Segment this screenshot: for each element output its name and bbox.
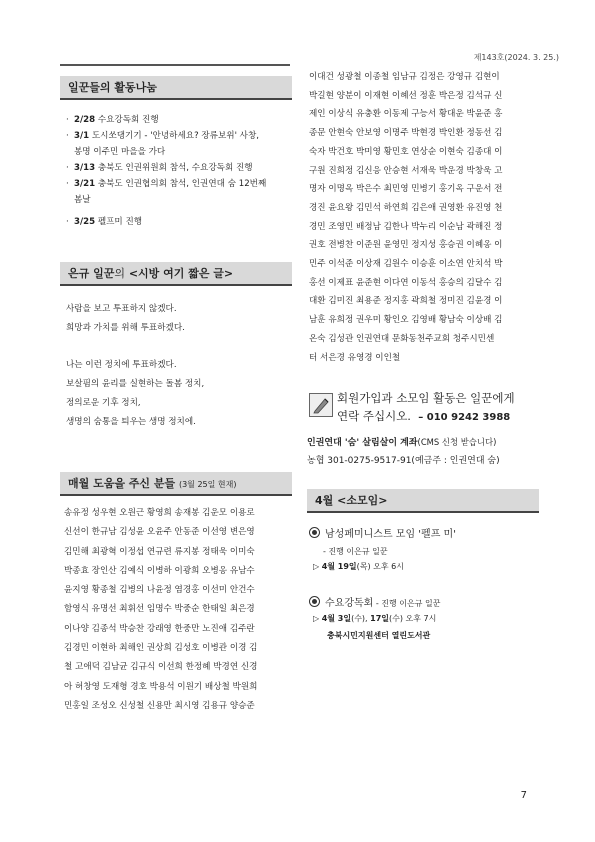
donor-line: 대환 김미진 최용준 정지홍 곽희철 정미진 김윤경 이 (309, 296, 503, 307)
donor-line: 구원 진희정 김신응 안승현 서재욱 박운경 박창욱 고 (309, 165, 503, 176)
bullet-mark: · (66, 115, 69, 125)
meeting-schedule (313, 561, 539, 572)
quote-line: 보살핌의 윤리를 실현하는 돌봄 정치, (66, 379, 205, 389)
donor-line: 온숙 김성관 인권연대 문화동천주교회 청주시민센 (309, 333, 495, 344)
quote-author: 은규 일꾼 (68, 267, 115, 280)
donor-line: 경민 조영민 배정남 김한나 박누리 이순남 곽해진 정 (309, 221, 503, 232)
activities-list (60, 112, 292, 230)
meeting-item-felp-me (309, 525, 539, 540)
donor-line: 경진 윤요왕 김민석 하연희 김은애 권영환 유진영 천 (309, 202, 503, 213)
quote-heading (60, 262, 292, 286)
donor-names-left (64, 504, 288, 716)
quote-line: 정의로운 기후 정치, (66, 398, 141, 408)
meeting-name: 수요강독회 (325, 598, 374, 610)
donor-line: 터 서은경 유영경 이인철 (309, 352, 401, 363)
donors-title: 매월 도움을 주신 분들 (68, 477, 176, 490)
meeting-leader: - 진행 이은규 일꾼 (323, 547, 388, 557)
donor-line: 권호 전병찬 이준원 윤영민 정지성 홍승권 이혜옹 이 (309, 240, 503, 251)
activity-item (66, 176, 292, 208)
activity-date: 3/13 (74, 163, 96, 173)
contact-box (307, 389, 539, 479)
left-column (60, 76, 292, 716)
meeting-schedule (313, 613, 539, 624)
quote-line: 나는 이런 정치에 투표하겠다. (66, 360, 177, 370)
activity-date: 3/1 (74, 131, 90, 141)
meetings-title: 4월 <소모임> (315, 494, 388, 508)
activity-item (66, 128, 292, 160)
pencil-icon (309, 393, 333, 417)
donor-line: 이대건 성광철 이종철 임남규 김정은 강영규 김현이 (309, 72, 500, 82)
triangle-bullet: ▷ (313, 614, 322, 624)
donor-line: 제인 이상식 유충환 이동제 구능서 황대운 박윤준 홍 (309, 109, 503, 120)
activity-item (66, 112, 292, 128)
activity-text-cont: 봉명 이주민 마을을 가다 (74, 147, 166, 157)
donor-line: 이나양 김종석 박승찬 강래영 한중만 노진애 김주란 (64, 623, 255, 634)
radio-bullet-icon (309, 527, 320, 538)
activity-text: 수요강독회 진행 (97, 115, 159, 125)
top-rule (60, 64, 290, 66)
activity-date: 3/25 (74, 217, 96, 227)
activities-title: 일꾼들의 활동나눔 (68, 81, 157, 94)
donor-names-right (309, 68, 537, 367)
bullet-mark: · (66, 163, 69, 173)
contact-message (337, 389, 515, 427)
meetings-heading (307, 489, 539, 513)
activity-text: 충북도 인권협의회 참석, 인권연대 숨 12번째 (97, 179, 267, 189)
donor-line: 김경민 이현하 최해인 권상희 김성호 이병관 이경 김 (64, 643, 258, 654)
account-label: 인권연대 '숨' 살림살이 계좌 (307, 438, 418, 449)
contact-line2: 연락 주십시오. (337, 409, 411, 424)
meetings-section (307, 489, 539, 641)
activity-text: 도시쏘댕기기 - '안녕하세요? 장류보위' 사창, (91, 131, 260, 141)
activity-text-cont: 봄날 (74, 195, 91, 205)
quote-title: <시방 여기 짧은 글> (128, 267, 234, 280)
bullet-mark: · (66, 217, 69, 227)
donor-line: 남훈 유희정 권우미 황인오 김영배 황남숙 이상배 김 (309, 315, 503, 326)
donor-line: 김민해 최광혁 이정섭 연규련 류지봉 정태욱 이미숙 (64, 546, 255, 557)
right-column (307, 68, 539, 641)
schedule-date: 4월 3일 (321, 614, 352, 624)
schedule-time: (수) 오후 7시 (389, 614, 437, 624)
activity-item (66, 160, 292, 176)
issue-number: 제143호(2024. 3. 25.) (473, 53, 559, 62)
donor-line: 종문 안현숙 안보영 이명주 박현경 박인환 정동선 김 (309, 128, 503, 139)
donor-line: 민주 이석준 이상재 김원수 이승훈 이소연 안치석 박 (309, 259, 503, 270)
meeting-name: 남성페미니스트 모임 '펠프 미' (325, 529, 456, 541)
contact-phone: – 010 9242 3988 (418, 412, 511, 424)
donor-line: 윤지영 황종철 김병의 나윤정 염경홍 이선미 안건수 (64, 585, 255, 596)
schedule-date: 4월 19일 (321, 562, 357, 572)
quote-line: 생명의 숨통을 틔우는 생명 정치에. (66, 417, 196, 427)
activity-date: 3/21 (74, 179, 96, 189)
meeting-place: 충북시민지원센터 열린도서관 (327, 631, 431, 641)
schedule-time: (목) 오후 6시 (356, 562, 404, 572)
donor-line: 철 고애덕 김남균 김규식 이선희 한정혜 박경연 신경 (64, 662, 258, 673)
donor-line: 박길현 양분이 이재현 이혜선 정훈 박은정 김석규 신 (309, 90, 503, 101)
schedule-date: 17일 (370, 614, 390, 624)
donor-line: 아 허창영 도재형 경호 박용석 이원기 배상철 박원희 (64, 681, 258, 692)
bullet-mark: · (66, 131, 69, 141)
activity-text: 펠프미 진행 (97, 217, 143, 227)
donor-line: 송유정 성우현 오원근 황영희 송재봉 김운모 이용로 (64, 508, 255, 518)
donor-line: 박종효 장인산 김예식 이병하 이광희 오병옹 유남수 (64, 565, 255, 576)
quote-line: 희망과 가치를 위해 투표하겠다. (66, 323, 185, 333)
activity-text: 충북도 인권위원회 참석, 수요강독회 진행 (97, 163, 253, 173)
donor-line: 홍선 이제표 윤준현 이다연 이동석 홍승의 김달수 김 (309, 277, 503, 288)
radio-bullet-icon (309, 596, 320, 607)
account-info (307, 433, 500, 470)
donor-line: 숙자 박건호 박미영 황민호 연상순 이현숙 김종대 이 (309, 146, 503, 157)
activity-item (66, 214, 292, 230)
meeting-leader: - 진행 이은규 일꾼 (373, 599, 441, 609)
donor-line: 민홍일 조성오 신성철 신용만 최시영 김용규 양승준 (64, 700, 255, 711)
triangle-bullet: ▷ (313, 562, 322, 572)
account-line: 농협 301-0275-9517-91(예금주 : 인권연대 숨) (307, 456, 500, 467)
quote-line: 사람을 보고 투표하지 않겠다. (66, 304, 177, 314)
donors-heading (60, 472, 292, 496)
activity-date: 2/28 (74, 115, 96, 125)
donors-date-note: (3월 25일 현재) (178, 480, 237, 489)
donor-line: 명자 이명옥 박은수 최민영 민병기 홍기옥 구운서 전 (309, 184, 503, 195)
bullet-mark: · (66, 179, 69, 189)
contact-line1: 회원가입과 소모임 활동은 일꾼에게 (337, 391, 515, 406)
donor-line: 함영식 유명선 최휘선 임명수 박중순 한태일 최은경 (64, 604, 255, 615)
schedule-sep: (수), (351, 614, 371, 624)
account-note: (CMS 신청 받습니다) (417, 437, 497, 448)
donor-line: 신선이 한규남 김성윤 오윤주 안동준 이선영 변은영 (64, 527, 255, 538)
meeting-item-reading (309, 594, 539, 609)
stanza-gap (66, 338, 292, 356)
page-number: 7 (520, 790, 527, 801)
quote-title-of: 의 (114, 267, 125, 280)
quote-body (66, 300, 292, 432)
activities-heading (60, 76, 292, 100)
